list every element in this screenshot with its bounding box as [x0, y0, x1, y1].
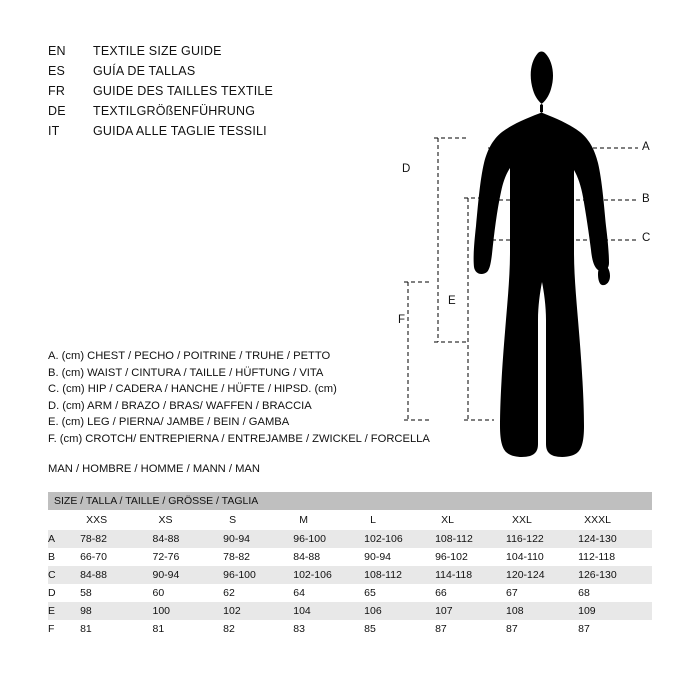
column-header-m: M [293, 510, 364, 530]
table-row [48, 548, 652, 566]
table-row [48, 584, 652, 602]
title-block [48, 44, 378, 144]
cell-d-xs: 60 [152, 584, 223, 602]
cell-f-xxxl: 87 [578, 620, 652, 638]
cell-f-s: 82 [223, 620, 293, 638]
title-row-it [48, 124, 378, 144]
cell-a-s: 90-94 [223, 530, 293, 548]
dimension-label-c: C [642, 232, 651, 244]
cell-e-xxxl: 109 [578, 602, 652, 620]
cell-a-xs: 84-88 [152, 530, 223, 548]
cell-c-xs: 90-94 [152, 566, 223, 584]
title-row-es [48, 64, 378, 84]
title-row-de [48, 104, 378, 124]
title-lang-de: DE [48, 104, 66, 118]
cell-c-xl: 114-118 [435, 566, 506, 584]
measurement-legend [48, 348, 448, 447]
cell-b-xs: 72-76 [152, 548, 223, 566]
size-table-title: SIZE / TALLA / TAILLE / GRÖSSE / TAGLIA [48, 492, 652, 510]
cell-f-xxs: 81 [80, 620, 152, 638]
table-row [48, 566, 652, 584]
cell-d-xl: 66 [435, 584, 506, 602]
column-header-s: S [223, 510, 293, 530]
title-text-en: TEXTILE SIZE GUIDE [93, 44, 222, 58]
table-header-band [48, 492, 652, 510]
column-header-xxs: XXS [80, 510, 152, 530]
column-header-l: L [364, 510, 435, 530]
title-text-it: GUIDA ALLE TAGLIE TESSILI [93, 124, 267, 138]
cell-a-xl: 108-112 [435, 530, 506, 548]
title-lang-en: EN [48, 44, 66, 58]
table-column-header-row [48, 510, 652, 530]
cell-e-s: 102 [223, 602, 293, 620]
cell-b-m: 84-88 [293, 548, 364, 566]
row-label-a: A [48, 530, 80, 548]
cell-c-s: 96-100 [223, 566, 293, 584]
row-label-d: D [48, 584, 80, 602]
cell-d-xxxl: 68 [578, 584, 652, 602]
column-header-xl: XL [435, 510, 506, 530]
cell-f-m: 83 [293, 620, 364, 638]
row-label-b: B [48, 548, 80, 566]
cell-e-xl: 107 [435, 602, 506, 620]
cell-d-l: 65 [364, 584, 435, 602]
dimension-label-e: E [448, 295, 456, 307]
row-label-e: E [48, 602, 80, 620]
column-header-xs: XS [152, 510, 223, 530]
gender-label: MAN / HOMBRE / HOMME / MANN / MAN [48, 463, 260, 475]
cell-a-xxs: 78-82 [80, 530, 152, 548]
cell-d-s: 62 [223, 584, 293, 602]
dimension-label-a: A [642, 141, 650, 153]
cell-a-xxxl: 124-130 [578, 530, 652, 548]
cell-a-l: 102-106 [364, 530, 435, 548]
cell-e-xs: 100 [152, 602, 223, 620]
table-row [48, 620, 652, 638]
cell-f-xl: 87 [435, 620, 506, 638]
cell-b-xxs: 66-70 [80, 548, 152, 566]
column-header-xxxl: XXXL [578, 510, 652, 530]
legend-item-d: D. (cm) ARM / BRAZO / BRAS/ WAFFEN / BRACCIA [48, 399, 312, 412]
dimension-label-f: F [398, 314, 406, 326]
column-header-xxl: XXL [506, 510, 578, 530]
legend-item-f: F. (cm) CROTCH/ ENTREPIERNA / ENTREJAMBE / ZWICKEL / FORCELLA [48, 432, 430, 445]
column-header-blank [48, 510, 80, 530]
title-row-en [48, 44, 378, 64]
cell-a-xxl: 116-122 [506, 530, 578, 548]
cell-d-xxl: 67 [506, 584, 578, 602]
legend-item-e: E. (cm) LEG / PIERNA/ JAMBE / BEIN / GAMBA [48, 416, 290, 428]
legend-item-b: B. (cm) WAIST / CINTURA / TAILLE / HÜFTUNG / VITA [48, 366, 324, 379]
cell-a-m: 96-100 [293, 530, 364, 548]
cell-c-xxs: 84-88 [80, 566, 152, 584]
legend-item-c: C. (cm) HIP / CADERA / HANCHE / HÜFTE / HIPSD. (cm) [48, 383, 337, 395]
cell-e-xxs: 98 [80, 602, 152, 620]
title-text-de: TEXTILGRÖßENFÜHRUNG [93, 104, 256, 118]
cell-f-l: 85 [364, 620, 435, 638]
title-text-es: GUÍA DE TALLAS [93, 64, 196, 78]
cell-d-m: 64 [293, 584, 364, 602]
title-text-fr: GUIDE DES TAILLES TEXTILE [93, 84, 274, 98]
cell-c-xxl: 120-124 [506, 566, 578, 584]
cell-c-l: 108-112 [364, 566, 435, 584]
title-row-fr [48, 84, 378, 104]
table-row [48, 602, 652, 620]
cell-f-xxl: 87 [506, 620, 578, 638]
cell-e-xxl: 108 [506, 602, 578, 620]
row-label-c: C [48, 566, 80, 584]
row-label-f: F [48, 620, 80, 638]
title-lang-it: IT [48, 124, 60, 138]
cell-b-xxxl: 112-118 [578, 548, 652, 566]
title-lang-fr: FR [48, 84, 66, 98]
legend-item-a: A. (cm) CHEST / PECHO / POITRINE / TRUHE / PETTO [48, 350, 331, 362]
title-lang-es: ES [48, 64, 66, 78]
cell-c-xxxl: 126-130 [578, 566, 652, 584]
cell-b-xl: 96-102 [435, 548, 506, 566]
cell-b-l: 90-94 [364, 548, 435, 566]
cell-b-s: 78-82 [223, 548, 293, 566]
cell-d-xxs: 58 [80, 584, 152, 602]
dimension-label-d: D [402, 163, 411, 175]
table-row [48, 530, 652, 548]
cell-f-xs: 81 [152, 620, 223, 638]
cell-c-m: 102-106 [293, 566, 364, 584]
size-table [48, 492, 652, 638]
dimension-label-b: B [642, 193, 650, 205]
cell-e-m: 104 [293, 602, 364, 620]
cell-e-l: 106 [364, 602, 435, 620]
cell-b-xxl: 104-110 [506, 548, 578, 566]
